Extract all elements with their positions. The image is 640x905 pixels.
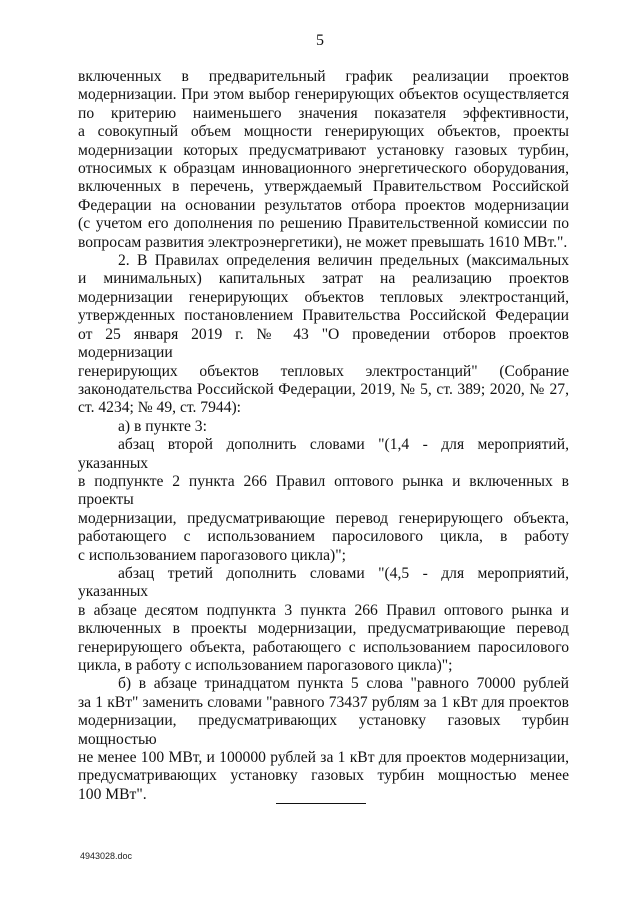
end-divider-line [276,803,366,804]
paragraph-1-line-3: утвержденных постановлением Правительства Российской Федерации [78,307,569,325]
page-number: 5 [316,32,324,49]
paragraph-5-line-3: не менее 100 МВт, и 100000 рублей за 1 кВт для проектов модернизации, [78,749,569,767]
paragraph-4-line-2: включенных в проекты модернизации, предусматривающие перевод [78,620,569,638]
paragraph-0-line-8: (с учетом его дополнения по решению Правительственной комиссии по [78,215,569,233]
paragraph-3-line-3: работающего с использованием паросилового цикла, в работу [78,528,569,546]
paragraph-1-line-2: модернизации генерирующих объектов тепловых электростанций, [78,288,569,306]
paragraph-1-line-0: 2. В Правилах определения величин предельных (максимальных [118,252,569,270]
paragraph-5-line-2: модернизации, предусматривающих установку газовых турбин мощностью [78,712,569,748]
paragraph-5-line-0: б) в абзаце тринадцатом пункта 5 слова "равного 70000 рублей [118,675,569,693]
paragraph-0-line-9: вопросам развития электроэнергетики), не может превышать 1610 МВт.". [78,233,568,251]
paragraph-3-line-1: в подпункте 2 пункта 266 Правил оптового рынка и включенных в проекты [78,472,569,509]
paragraph-3-line-0: абзац второй дополнить словами "(1,4 - для мероприятий, указанных [78,436,569,472]
paragraph-5-line-1: за 1 кВт" заменить словами "равного 73437 рублям за 1 кВт для проектов [78,693,569,711]
paragraph-0-line-0: включенных в предварительный график реализации проектов [78,68,569,85]
document-body [78,68,569,804]
paragraph-4-line-4: цикла, в работу с использованием парогазового цикла)"; [78,657,453,674]
paragraph-5-line-4: предусматривающих установку газовых турбин мощностью менее [78,767,569,785]
paragraph-3-line-4: с использованием парогазового цикла)"; [78,546,346,564]
paragraph-0-line-3: а совокупный объем мощности генерирующих объектов, проекты [78,123,569,141]
document-file-id: 4943028.doc [80,851,133,861]
paragraph-1-line-4: от 25 января 2019 г. № 43 "О проведении отборов проектов модернизации [78,325,569,362]
paragraph-0-line-6: включенных в перечень, утверждаемый Правительством Российской [78,178,569,196]
paragraph-5-line-5: 100 МВт". [78,785,147,803]
paragraph-1-line-5: генерирующих объектов тепловых электростанций" (Собрание [78,362,569,380]
paragraph-4-line-0: абзац третий дополнить словами "(4,5 - для мероприятий, указанных [78,564,569,601]
paragraph-0-line-1: модернизации. При этом выбор генерирующих объектов осуществляется [78,86,569,104]
paragraph-0-line-7: Федерации на основании результатов отбора проектов модернизации [78,196,569,214]
paragraph-0-line-2: по критерию наименьшего значения показателя эффективности, [78,104,569,122]
paragraph-1-line-1: и минимальных) капитальных затрат на реализацию проектов [78,270,569,288]
paragraph-3-line-2: модернизации, предусматривающие перевод генерирующего объекта, [78,509,569,527]
paragraph-2-line-0: а) в пункте 3: [118,417,207,435]
paragraph-4-line-1: в абзаце десятом подпункта 3 пункта 266 Правил оптового рынка и [78,601,569,619]
paragraph-1-line-6: законодательства Российской Федерации, 2019, № 5, ст. 389; 2020, № 27, [78,380,569,398]
paragraph-4-line-3: генерирующего объекта, работающего с использованием паросилового [78,638,569,656]
paragraph-1-line-7: ст. 4234; № 49, ст. 7944): [78,399,242,417]
paragraph-0-line-5: относимых к образцам инновационного энергетического оборудования, [78,160,569,178]
paragraph-0-line-4: модернизации которых предусматривают установку газовых турбин, [78,141,569,159]
